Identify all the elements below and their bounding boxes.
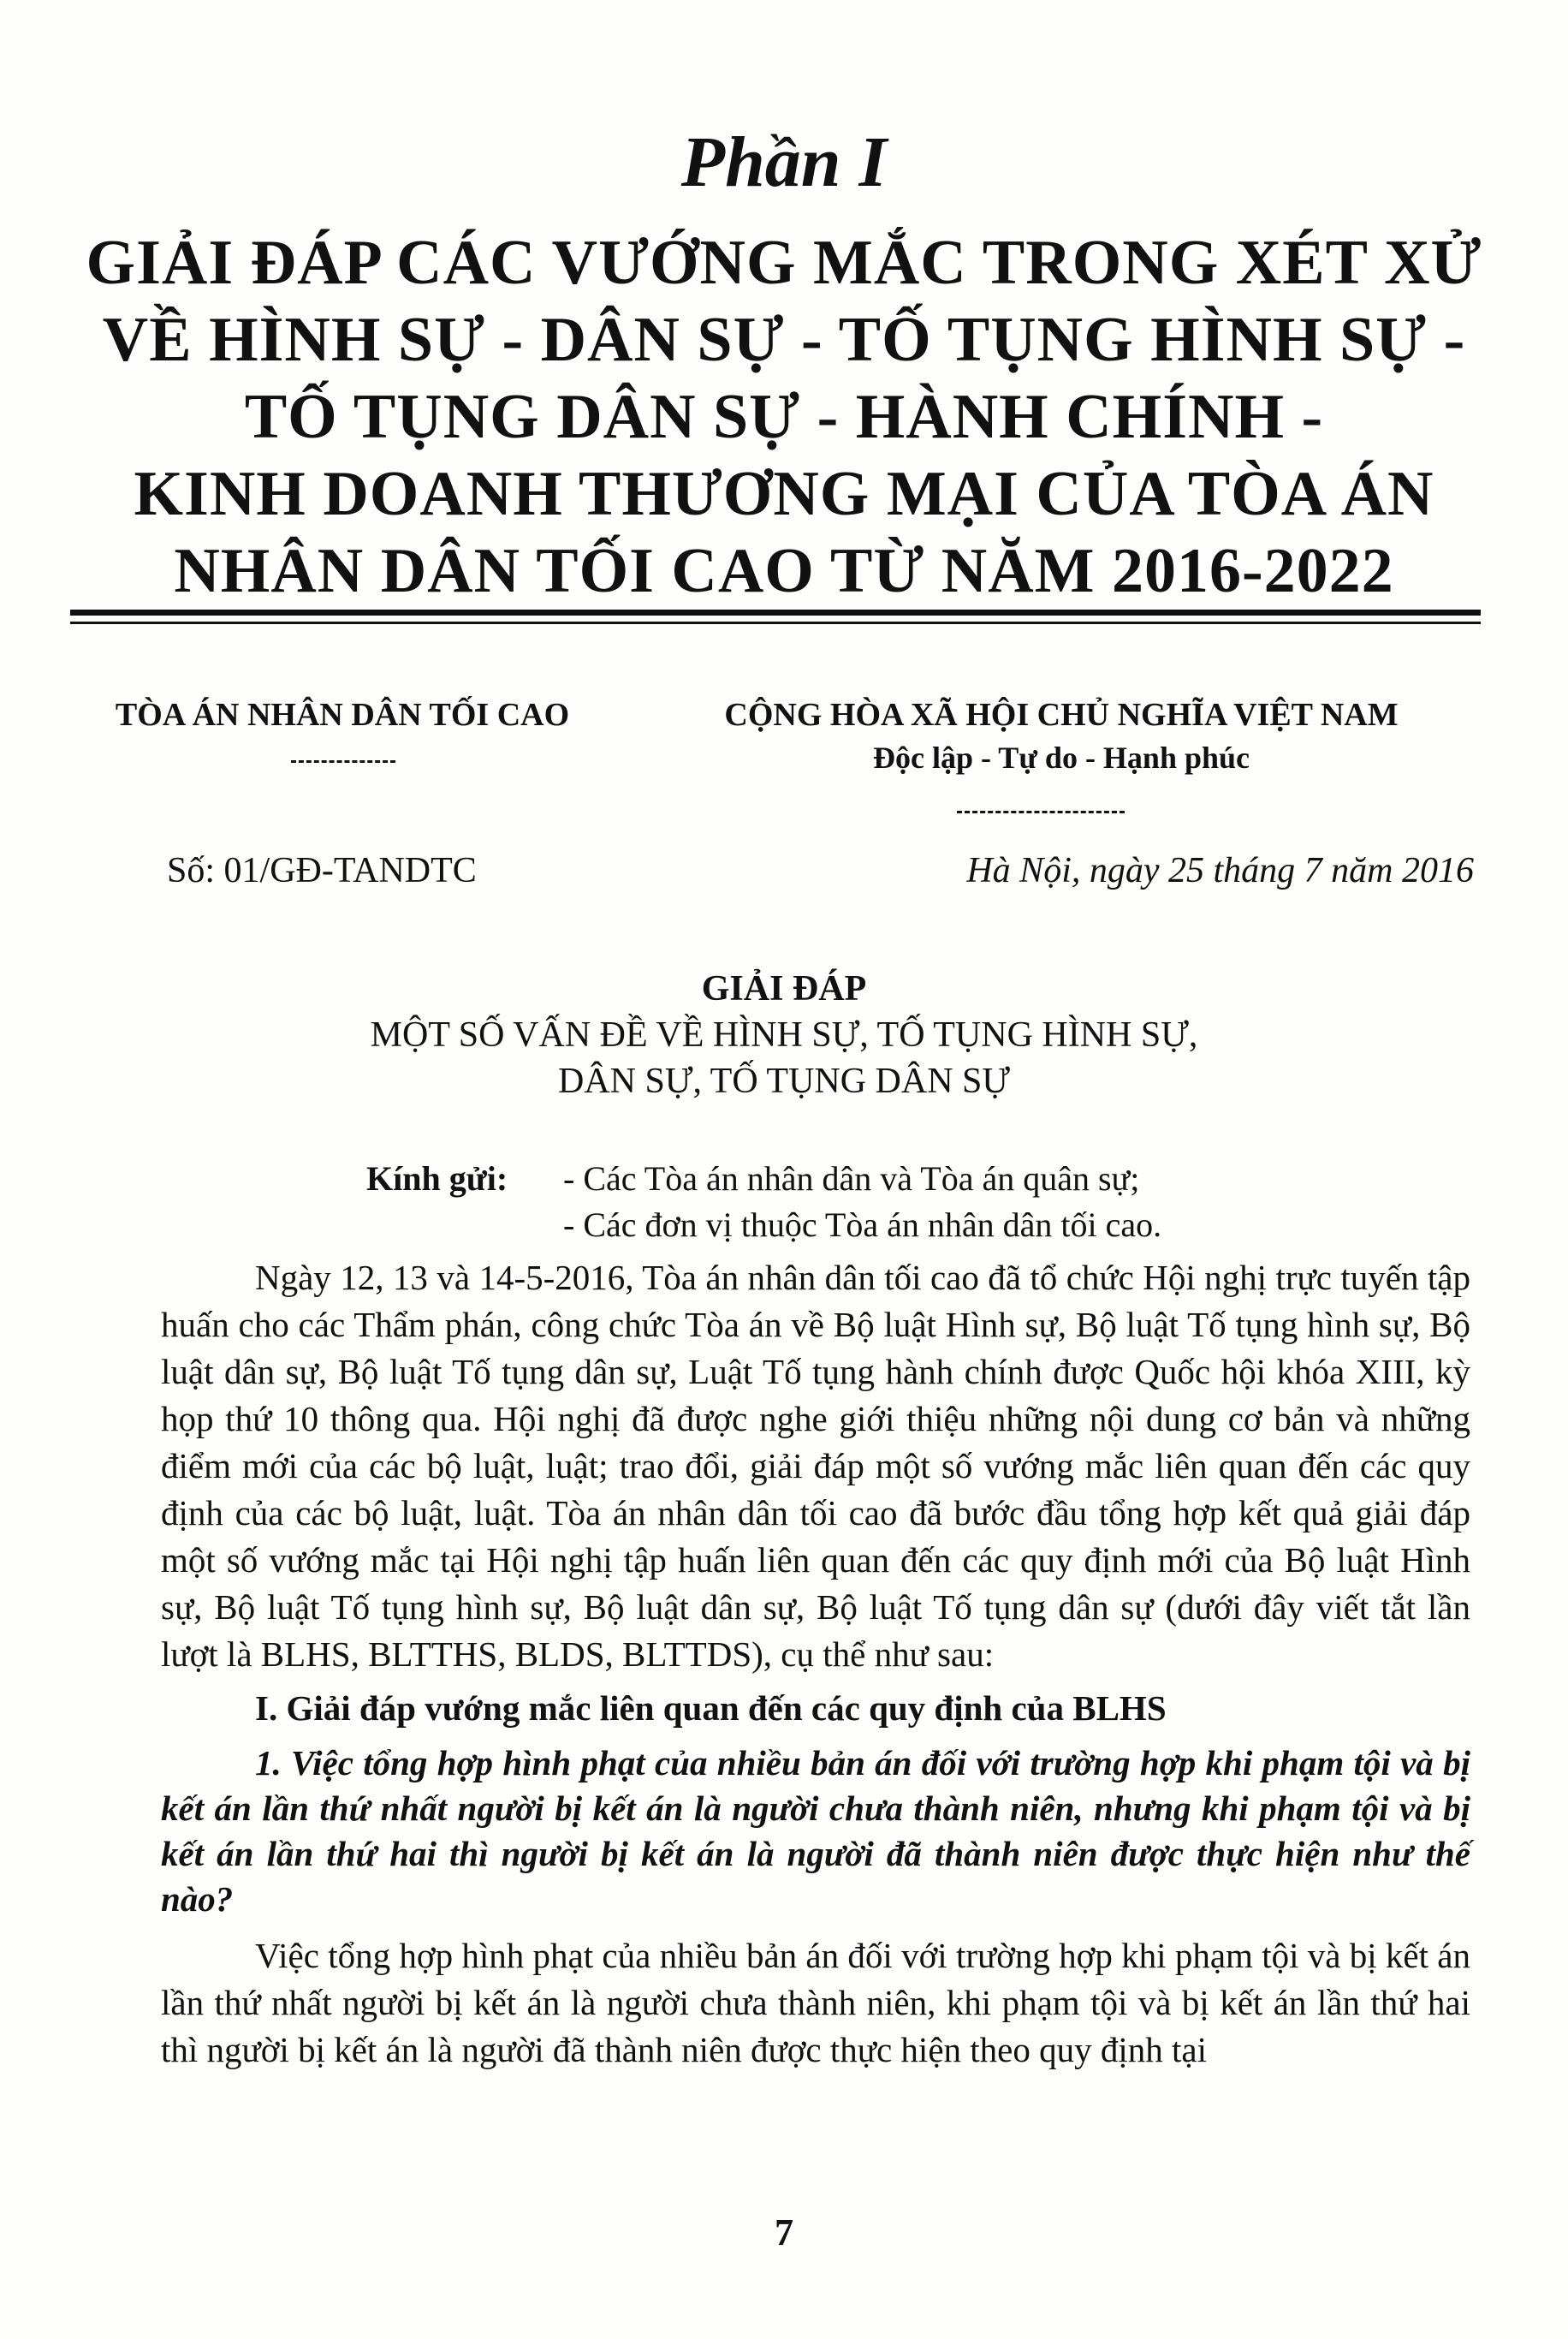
document-title-main: GIẢI ĐÁP — [701, 969, 867, 1009]
main-title-line: VỀ HÌNH SỰ - DÂN SỰ - TỐ TỤNG HÌNH SỰ - — [102, 305, 1466, 375]
page-number: 7 — [775, 2211, 793, 2253]
motto-underline — [957, 811, 1125, 813]
reference-number: Số: 01/GĐ-TANDTC — [167, 851, 477, 890]
recipients-label: Kính gửi: — [366, 1159, 508, 1198]
main-title-line: TỐ TỤNG DÂN SỰ - HÀNH CHÍNH - — [244, 382, 1324, 452]
document-title-sub: MỘT SỐ VẤN ĐỀ VỀ HÌNH SỰ, TỐ TỤNG HÌNH SỰ, — [370, 1015, 1198, 1055]
main-title — [51, 224, 1517, 610]
title-divider-thin — [70, 622, 1481, 624]
section-heading: I. Giải đáp vướng mắc liên quan đến các quy định của BLHS — [255, 1688, 1167, 1728]
part-title: Phần I — [680, 122, 888, 202]
main-title-line: GIẢI ĐÁP CÁC VƯỚNG MẮC TRONG XÉT XỬ — [86, 228, 1482, 298]
national-header — [650, 693, 1472, 779]
title-divider-thick — [70, 610, 1481, 616]
document-title — [0, 966, 1568, 1104]
agency-underline — [291, 760, 395, 763]
recipient-item: - Các Tòa án nhân dân và Tòa án quân sự; — [563, 1159, 1140, 1198]
date-line: Hà Nội, ngày 25 tháng 7 năm 2016 — [966, 851, 1474, 890]
intro-paragraph: Ngày 12, 13 và 14-5-2016, Tòa án nhân dân tối cao đã tổ chức Hội nghị trực tuyến tập huấn cho các Thẩm phán, công chức Tòa án về Bộ luật Hình sự, Bộ luật Tố tụng hình sự, Bộ luật dân sự, Bộ luật Tố tụng dân sự, Luật Tố tụng hành chính được Quốc hội khóa XIII, kỳ họp thứ 10 thông qua. Hội nghị đã được nghe giới thiệu những nội dung cơ bản và những điểm mới của các bộ luật, luật; trao đổi, giải đáp một số vướng mắc liên quan đến các quy định của các bộ luật, luật. Tòa án nhân dân tối cao đã bước đầu tổng hợp kết quả giải đáp một số vướng mắc tại Hội nghị tập huấn liên quan đến các quy định mới của Bộ luật Hình sự, Bộ luật Tố tụng hình sự, Bộ luật dân sự, Bộ luật Tố tụng dân sự (dưới đây viết tắt lần lượt là BLHS, BLTTHS, BLDS, BLTTDS), cụ thể như sau: — [161, 1258, 1470, 1674]
recipients — [366, 1156, 1161, 1248]
national-motto: Độc lập - Tự do - Hạnh phúc — [872, 741, 1250, 775]
main-title-line: KINH DOANH THƯƠNG MẠI CỦA TÒA ÁN — [134, 459, 1434, 529]
answer-paragraph: Việc tổng hợp hình phạt của nhiều bản án đối với trường hợp khi phạm tội và bị kết án lần thứ nhất người bị kết án là người chưa thành niên, khi phạm tội và bị kết án lần thứ hai thì người bị kết án là người đã thành niên được thực hiện theo quy định tại — [161, 1936, 1470, 2069]
document-body — [161, 1254, 1470, 2074]
issuing-agency: TÒA ÁN NHÂN DÂN TỐI CAO — [115, 697, 570, 733]
recipient-item: - Các đơn vị thuộc Tòa án nhân dân tối cao. — [563, 1205, 1162, 1244]
question-heading: 1. Việc tổng hợp hình phạt của nhiều bản án đối với trường hợp khi phạm tội và bị kết án lần thứ nhất người bị kết án là người chưa thành niên, nhưng khi phạm tội và bị kết án lần thứ hai thì người bị kết án là người đã thành niên được thực hiện như thế nào? — [161, 1743, 1470, 1919]
document-title-sub: DÂN SỰ, TỐ TỤNG DÂN SỰ — [558, 1062, 1010, 1101]
main-title-line: NHÂN DÂN TỐI CAO TỪ NĂM 2016-2022 — [174, 536, 1394, 606]
country-name: CỘNG HÒA XÃ HỘI CHỦ NGHĨA VIỆT NAM — [724, 697, 1399, 733]
